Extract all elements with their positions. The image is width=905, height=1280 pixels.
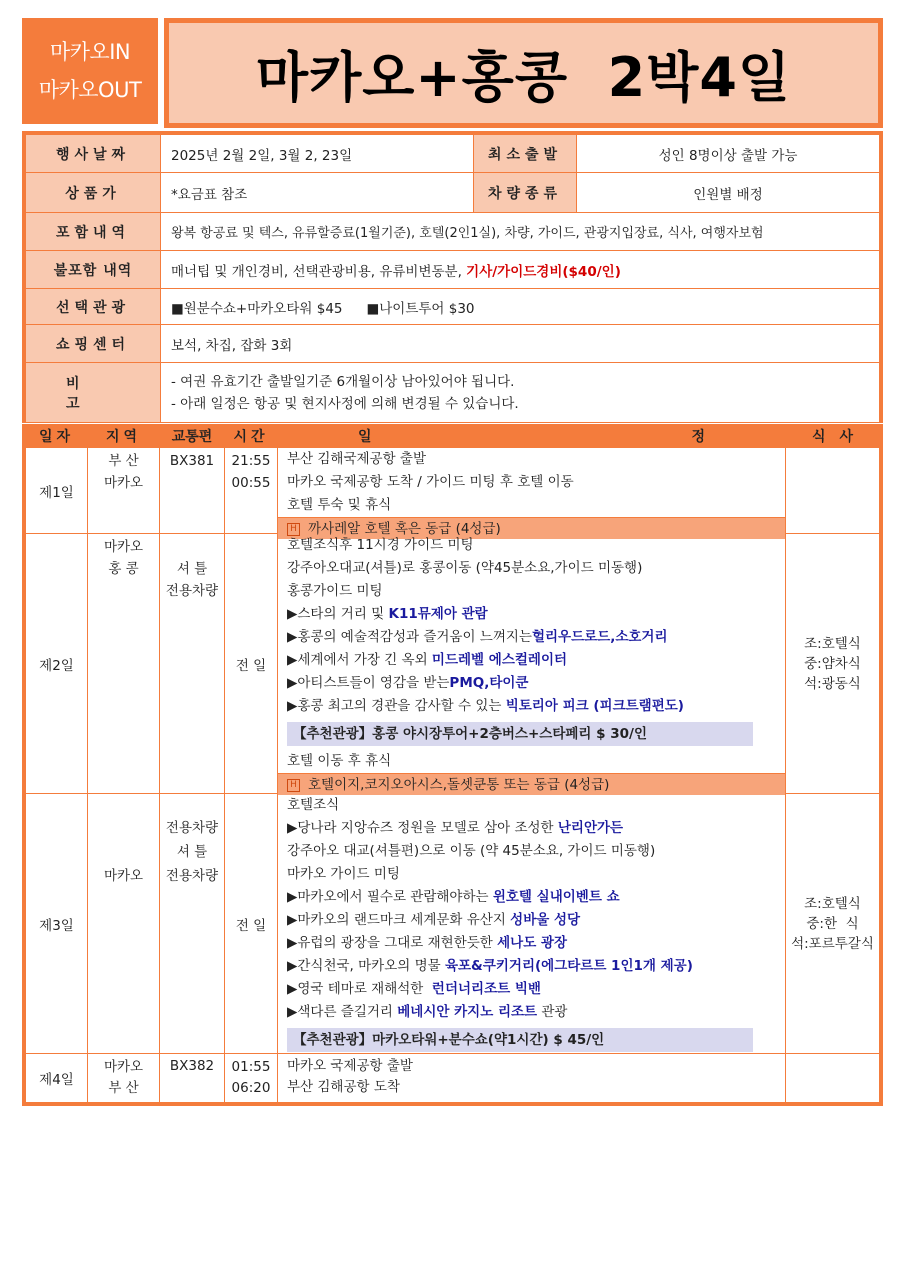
day2-meal-1: 조:호텔식 <box>804 635 861 652</box>
day3-row <box>26 794 879 1054</box>
day2-area-2: 홍 콩 <box>108 561 139 577</box>
day3-recommend: 【추천관광】마카오타워+분수쇼(약1시간) $ 45/인 <box>287 1028 753 1052</box>
day2-line-5 <box>287 626 785 649</box>
schedule-table <box>22 424 883 1106</box>
day1-time-2: 00:55 <box>231 475 271 491</box>
day3-line-3: 강주아오 대교(셔틀편)으로 이동 (약 45분소요, 가이드 미동행) <box>287 843 656 859</box>
day1-row <box>26 448 879 537</box>
day2-line-7b: PMQ,타이쿤 <box>449 675 529 691</box>
day3-line-2a: ▶당나라 지앙슈즈 정원을 모델로 삼아 조성한 <box>287 820 558 836</box>
day2-area-1: 마카오 <box>103 539 144 555</box>
header-day: 일자 <box>26 425 88 447</box>
day2-row <box>26 534 879 794</box>
info-row-date <box>26 135 879 173</box>
day3-line-2b: 난리안가든 <box>557 820 624 836</box>
info-row-option <box>26 289 879 325</box>
day3-meal-1: 조:호텔식 <box>804 895 861 912</box>
day4-line-1: 마카오 국제공항 출발 <box>287 1058 413 1074</box>
note-line-2: - 아래 일정은 항공 및 현지사정에 의해 변경될 수 있습니다. <box>171 395 519 412</box>
day2-line-5b: 헐리우드로드,소호거리 <box>531 629 668 645</box>
day3-trans-1: 전용차량 <box>165 820 219 836</box>
header-meal: 식사 <box>811 429 868 445</box>
day4-plan <box>278 1054 786 1102</box>
day2-line-4 <box>287 603 785 626</box>
day1-line-2: 마카오 국제공항 도착 / 가이드 미팅 후 호텔 이동 <box>287 474 574 490</box>
badge-in-label: 마카오IN <box>49 40 131 64</box>
exclude-value <box>161 251 879 288</box>
day2-trans <box>160 534 225 793</box>
day2-line-8 <box>287 695 785 718</box>
day2-hotel <box>278 773 785 795</box>
day3-line-8a: ▶간식천국, 마카오의 명물 <box>287 958 445 974</box>
day2-meal-2: 중:얌차식 <box>804 655 861 672</box>
day4-time <box>225 1054 278 1102</box>
day3-line-8b: 육포&쿠키거리(에그타르트 1인1개 제공) <box>444 958 693 974</box>
day1-label: 제1일 <box>26 448 88 533</box>
day3-line-10 <box>287 1001 785 1024</box>
day2-line-8b: 빅토리아 피크 (피크트램편도) <box>505 698 684 714</box>
header-plan <box>278 425 786 447</box>
day2-trans-2: 전용차량 <box>165 583 219 599</box>
day3-line-7b: 세나도 광장 <box>497 935 568 951</box>
day2-line-6a: ▶세계에서 가장 긴 옥외 <box>287 652 432 668</box>
day2-hotel-text: 호텔이지,코지오아시스,돌셋쿤통 또는 동급 (4성급) <box>308 777 610 793</box>
date-value: 2025년 2월 2일, 3월 2, 23일 <box>171 147 353 164</box>
day3-line-6b: 성바울 성당 <box>510 912 581 928</box>
option-2: ■나이트투어 $30 <box>366 300 475 317</box>
day4-area-2: 부 산 <box>108 1080 139 1096</box>
day2-line-3: 홍콩가이드 미팅 <box>287 583 383 599</box>
day2-label: 제2일 <box>26 534 88 793</box>
min-value: 성인 8명이상 출발 가능 <box>658 147 798 164</box>
header-trans: 교통편 <box>160 425 225 447</box>
day3-line-10a: ▶색다른 즐길거리 <box>287 1004 398 1020</box>
day2-line-4a: ▶스타의 거리 및 <box>287 606 389 622</box>
day3-meal-2: 중:한 식 <box>806 915 859 932</box>
note-line-1: - 여권 유효기간 출발일기준 6개월이상 남아있어야 됩니다. <box>171 373 515 390</box>
day1-plan <box>278 448 786 537</box>
day1-hotel-text: 까사레알 호텔 혹은 동급 (4성급) <box>308 521 501 537</box>
day1-area-1: 부 산 <box>108 453 139 469</box>
day4-meal <box>786 1054 879 1102</box>
price-value: *요금표 참조 <box>171 186 248 203</box>
header-plan-b: 정 <box>691 429 706 445</box>
day2-area <box>88 534 160 793</box>
day2-trans-1: 셔 틀 <box>176 561 208 577</box>
day1-trans: BX381 <box>160 448 225 533</box>
day3-line-2 <box>287 817 785 840</box>
day3-line-5a: ▶마카오에서 필수로 관람해야하는 <box>287 889 493 905</box>
shop-value: 보석, 차집, 잡화 3회 <box>171 337 293 354</box>
day4-label: 제4일 <box>26 1054 88 1102</box>
day2-plan <box>278 534 786 793</box>
title-box <box>164 18 883 128</box>
day1-line-1: 부산 김해국제공항 출발 <box>287 451 426 467</box>
day3-meal-3: 석:포르투갈식 <box>791 935 874 952</box>
exclude-text: 매너팁 및 개인경비, 선택관광비용, 유류비변동분, <box>171 263 467 280</box>
day2-line-7a: ▶아티스트들이 영감을 받는 <box>287 675 450 691</box>
day2-recommend: 【추천관광】홍콩 야시장투어+2층버스+스타페리 $ 30/인 <box>287 722 753 746</box>
info-row-note <box>26 363 879 423</box>
day3-line-5b: 윈호텔 실내이벤트 쇼 <box>492 889 620 905</box>
day3-line-9b: 런더너리조트 빅밴 <box>431 981 541 997</box>
day3-line-8 <box>287 955 785 978</box>
day3-plan <box>278 794 786 1053</box>
price-label: 상품가 <box>26 173 161 212</box>
day3-line-10c: 관광 <box>537 1004 568 1020</box>
day4-time-1: 01:55 <box>231 1059 271 1075</box>
day2-line-7 <box>287 672 785 695</box>
day1-line-3: 호텔 투숙 및 휴식 <box>287 497 392 513</box>
day3-line-7a: ▶유럽의 광장을 그대로 재현한듯한 <box>287 935 498 951</box>
day3-line-1: 호텔조식 <box>287 797 340 813</box>
info-table <box>22 131 883 423</box>
day4-row <box>26 1054 879 1102</box>
include-value: 왕복 항공료 및 텍스, 유류할증료(1월기준), 호텔(2인1실), 차량, 가이드, 관광지입장료, 식사, 여행자보험 <box>171 226 764 241</box>
min-label: 최소출발 <box>473 135 577 172</box>
day1-area <box>88 448 160 533</box>
hotel-icon: H <box>287 523 300 536</box>
header-area: 지역 <box>88 425 160 447</box>
day1-area-2: 마카오 <box>103 475 144 491</box>
day2-line-9: 호텔 이동 후 휴식 <box>287 753 392 769</box>
day3-meal <box>786 794 879 1053</box>
info-row-price <box>26 173 879 213</box>
option-1: ■원분수쇼+마카오타워 $45 <box>171 300 343 317</box>
exclude-red-text: 기사/가이드경비($40/인) <box>466 263 621 280</box>
info-row-shop <box>26 325 879 363</box>
day4-area <box>88 1054 160 1102</box>
day2-meal <box>786 534 879 793</box>
header-time: 시간 <box>225 425 278 447</box>
day3-label: 제3일 <box>26 794 88 1053</box>
note-label: 비 고 <box>26 363 161 422</box>
day3-line-9 <box>287 978 785 1001</box>
hotel-icon: H <box>287 779 300 792</box>
day2-line-2: 강주아오대교(셔틀)로 홍콩이동 (약45분소요,가이드 미동행) <box>287 560 643 576</box>
day3-time: 전 일 <box>225 794 278 1053</box>
info-row-include <box>26 213 879 251</box>
day4-time-2: 06:20 <box>231 1080 271 1096</box>
day3-line-9a: ▶영국 테마로 재해석한 <box>287 981 432 997</box>
day3-trans-2: 셔 틀 <box>176 844 208 860</box>
day4-area-1: 마카오 <box>103 1059 144 1075</box>
note-value <box>161 363 879 422</box>
include-label: 포함내역 <box>26 213 161 250</box>
schedule-header <box>26 425 879 448</box>
day2-line-4b: K11뮤제아 관람 <box>388 606 488 622</box>
vehicle-label: 차량종류 <box>473 173 577 212</box>
day3-line-5 <box>287 886 785 909</box>
day3-line-4: 마카오 가이드 미팅 <box>287 866 400 882</box>
info-row-exclude <box>26 251 879 289</box>
day1-meal <box>786 448 879 533</box>
page-title: 마카오+홍콩 2박4일 <box>169 23 878 123</box>
vehicle-value: 인원별 배정 <box>693 186 763 203</box>
day3-trans-3: 전용차량 <box>165 868 219 884</box>
day2-line-5a: ▶홍콩의 예술적감성과 즐거움이 느껴지는 <box>287 629 532 645</box>
day4-line-2: 부산 김해공항 도착 <box>287 1079 400 1095</box>
day3-line-6a: ▶마카오의 랜드마크 세계문화 유산지 <box>287 912 511 928</box>
exclude-label: 불포함 내역 <box>26 251 161 288</box>
day2-time: 전 일 <box>225 534 278 793</box>
day1-time <box>225 448 278 533</box>
day2-line-8a: ▶홍콩 최고의 경관을 감사할 수 있는 <box>287 698 506 714</box>
badge-out-label: 마카오OUT <box>38 78 142 102</box>
day2-line-1: 호텔조식후 11시경 가이드 미팅 <box>287 537 474 553</box>
option-value <box>161 289 879 324</box>
date-label: 행사날짜 <box>26 135 161 172</box>
header-badge <box>22 18 158 124</box>
day2-meal-3: 석:광동식 <box>804 675 861 692</box>
shop-label: 쇼핑센터 <box>26 325 161 362</box>
day2-line-6b: 미드레벨 에스컬레이터 <box>431 652 568 668</box>
day3-line-6 <box>287 909 785 932</box>
header-plan-a: 일 <box>357 429 372 445</box>
option-label: 선택관광 <box>26 289 161 324</box>
day1-time-1: 21:55 <box>231 453 271 469</box>
day2-line-6 <box>287 649 785 672</box>
day3-line-7 <box>287 932 785 955</box>
day3-line-10b: 베네시안 카지노 리조트 <box>397 1004 538 1020</box>
day3-area: 마카오 <box>88 794 160 1053</box>
day4-trans: BX382 <box>160 1054 225 1102</box>
day3-trans <box>160 794 225 1053</box>
